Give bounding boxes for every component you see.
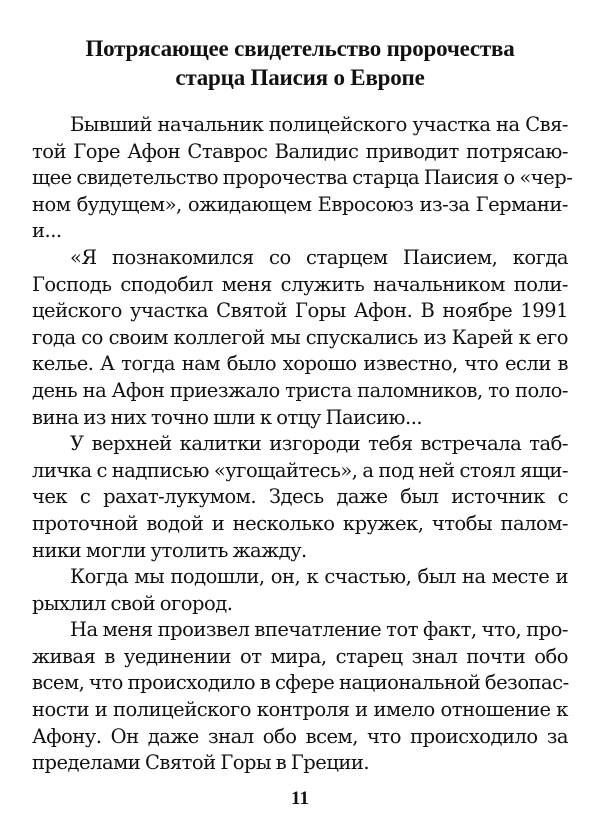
page-number: 11 bbox=[291, 788, 309, 809]
paragraph bbox=[32, 564, 568, 617]
paragraph bbox=[32, 112, 573, 245]
book-page bbox=[32, 0, 573, 826]
text-line: года со своим коллегой мы спускались из Карей к его bbox=[32, 325, 568, 349]
text-line: Господь сподобил меня служить начальником поли- bbox=[32, 272, 568, 296]
chapter-title bbox=[32, 34, 568, 92]
title-line: старца Паисия о Европе bbox=[175, 65, 425, 90]
text-line: той Горе Афон Ставрос Валидис приводит потрясаю- bbox=[32, 139, 568, 163]
text-line: день на Афон приезжало триста паломников, то поло- bbox=[32, 378, 568, 402]
title-line: Потрясающее свидетельство пророчества bbox=[85, 36, 515, 61]
text-line: Бывший начальник полицейского участка на Свя- bbox=[70, 113, 568, 136]
text-line: щее свидетельство пророчества старца Паисия о «чер- bbox=[32, 166, 573, 190]
text-line: У верхней калитки изгороди тебя встречала таб- bbox=[70, 432, 568, 456]
text-line: ники могли утолить жажду. bbox=[32, 538, 307, 562]
text-line: чек с рахат-лукумом. Здесь даже был источник с bbox=[32, 485, 568, 509]
text-line: всем, что происходило в сфере национальной безопас- bbox=[32, 671, 569, 695]
paragraph bbox=[32, 431, 568, 564]
text-line: Афону. Он даже знал обо всем, что происходило за bbox=[32, 724, 568, 748]
text-line: Когда мы подошли, он, к счастью, был на месте и bbox=[70, 565, 568, 589]
paragraph bbox=[32, 617, 568, 777]
text-line: живая в уединении от мира, старец знал почти обо bbox=[32, 644, 568, 668]
text-line: вина из них точно шли к отцу Паисию... bbox=[32, 405, 423, 429]
text-line: ном будущем», ожидающем Евросоюз из-за Германи- bbox=[32, 192, 568, 216]
body-text bbox=[32, 112, 573, 777]
text-line: цейского участка Святой Горы Афон. В ноябре 1991 bbox=[32, 299, 568, 323]
text-line: ности и полицейского контроля и имело отношение к bbox=[32, 698, 568, 722]
text-line: и... bbox=[32, 219, 62, 243]
text-line: На меня произвел впечатление тот факт, что, про- bbox=[70, 618, 568, 642]
text-line: «Я познакомился со старцем Паисием, когда bbox=[70, 245, 568, 269]
text-line: пределами Святой Горы в Греции. bbox=[32, 751, 370, 775]
paragraph bbox=[32, 245, 568, 431]
text-line: келье. А тогда нам было хорошо известно, что если в bbox=[32, 352, 568, 376]
text-line: личка с надписью «угощайтесь», а под ней стоял ящи- bbox=[32, 458, 568, 482]
text-line: проточной водой и несколько кружек, чтобы палом- bbox=[32, 511, 568, 535]
text-line: рыхлил свой огород. bbox=[32, 591, 233, 615]
